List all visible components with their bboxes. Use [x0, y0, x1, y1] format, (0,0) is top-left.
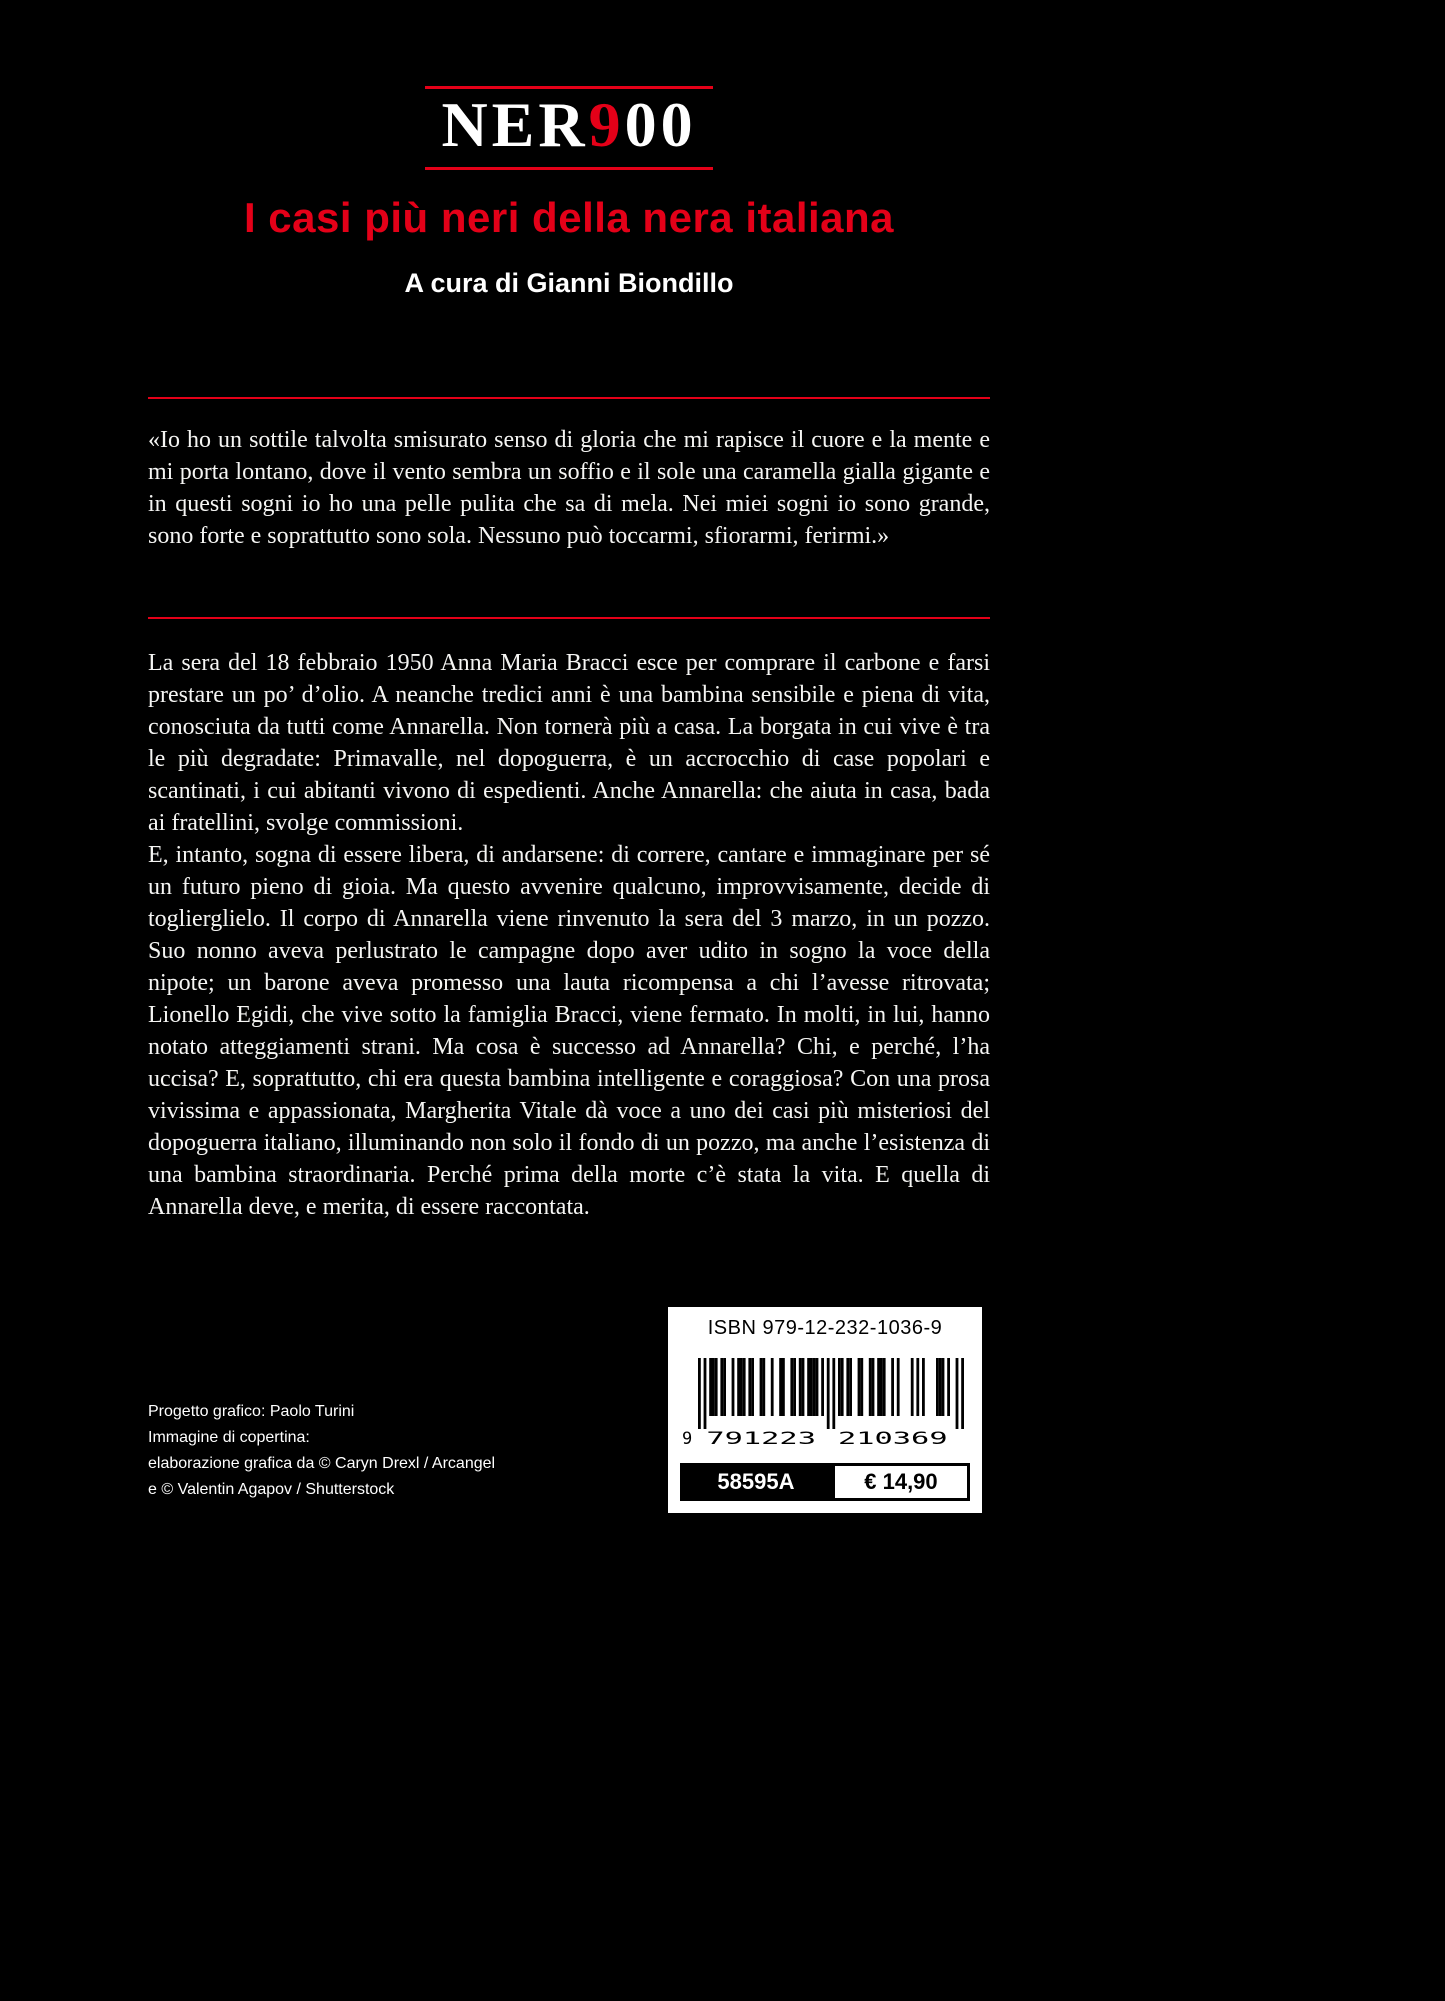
svg-text:9: 9 [682, 1428, 693, 1446]
book-title: I casi più neri della nera italiana [243, 194, 895, 241]
content-column [148, 0, 990, 2001]
isbn-bottom-row [680, 1463, 970, 1501]
credit-line-arcangel: elaborazione grafica da © Caryn Drexl / Arcangel [148, 1455, 496, 1472]
red-divider-bottom [148, 617, 990, 619]
edition-code: 58595A [680, 1463, 832, 1501]
credits [148, 1399, 495, 1503]
svg-text:791223: 791223 [706, 1428, 816, 1446]
synopsis-paragraph-1: La sera del 18 febbraio 1950 Anna Maria Bracci esce per comprare il carbone e farsi prestare un po’ d’olio. A neanche tredici anni è una bambina sensibile e piena di vita, conosciuta da tutti come Annarella. Non tornerà più a casa. La borgata in cui vive è tra le più degradate: Primavalle, nel dopoguerra, è un accrocchio di case popolari e scantinati, i cui abitanti vivono di espedienti. Anche Annarella: che aiuta in casa, bada ai fratellini, svolge commissioni. [148, 650, 990, 836]
credit-line-cover: Immagine di copertina: [148, 1429, 310, 1446]
svg-text:210369: 210369 [838, 1428, 948, 1446]
logo-suffix: 00 [624, 89, 697, 160]
synopsis [148, 647, 990, 1223]
logo-accent-digit: 9 [588, 89, 625, 160]
credit-line-shutterstock: e © Valentin Agapov / Shutterstock [148, 1481, 395, 1498]
book-curator: A cura di Gianni Biondillo [404, 268, 734, 298]
red-divider-top [148, 397, 990, 399]
isbn-block [668, 1307, 982, 1513]
credit-line-design: Progetto grafico: Paolo Turini [148, 1403, 355, 1420]
ner900-logo [425, 86, 712, 170]
ean13-barcode [680, 1358, 970, 1446]
logo-prefix: NER [441, 89, 589, 160]
isbn-number: ISBN 979-12-232-1036-9 [707, 1317, 943, 1339]
price: € 14,90 [832, 1463, 970, 1501]
quote-paragraph: «Io ho un sottile talvolta smisurato senso di gloria che mi rapisce il cuore e la mente e mi porta lontano, dove il vento sembra un soffio e il sole una caramella gialla gigante e in questi sogni io ho una pelle pulita che sa di mela. Nei miei sogni io sono grande, sono forte e soprattutto sono sola. Nessuno può toccarmi, sfiorarmi, ferirmi.» [148, 427, 990, 549]
series-logo-wrap [148, 86, 990, 170]
synopsis-paragraph-2: E, intanto, sogna di essere libera, di andarsene: di correre, cantare e immaginare per sé un futuro pieno di gioia. Ma questo avvenire qualcuno, improvvisamente, decide di toglierglielo. Il corpo di Annarella viene rinvenuto la sera del 3 marzo, in un pozzo. Suo nonno aveva perlustrato le campagne dopo aver udito in sogno la voce della nipote; un barone aveva promesso una lauta ricompensa a chi l’avesse ritrovata; Lionello Egidi, che vive sotto la famiglia Bracci, viene fermato. In molti, in lui, hanno notato atteggiamenti strani. Ma cosa è successo ad Annarella? Chi, e perché, l’ha uccisa? E, soprattutto, chi era questa bambina intelligente e coraggiosa? Con una prosa vivissima e appassionata, Margherita Vitale dà voce a uno dei casi più misteriosi del dopoguerra italiano, illuminando non solo il fondo di un pozzo, ma anche l’esistenza di una bambina straordinaria. Perché prima della morte c’è stata la vita. E quella di Annarella deve, e merita, di essere raccontata. [148, 842, 990, 1220]
